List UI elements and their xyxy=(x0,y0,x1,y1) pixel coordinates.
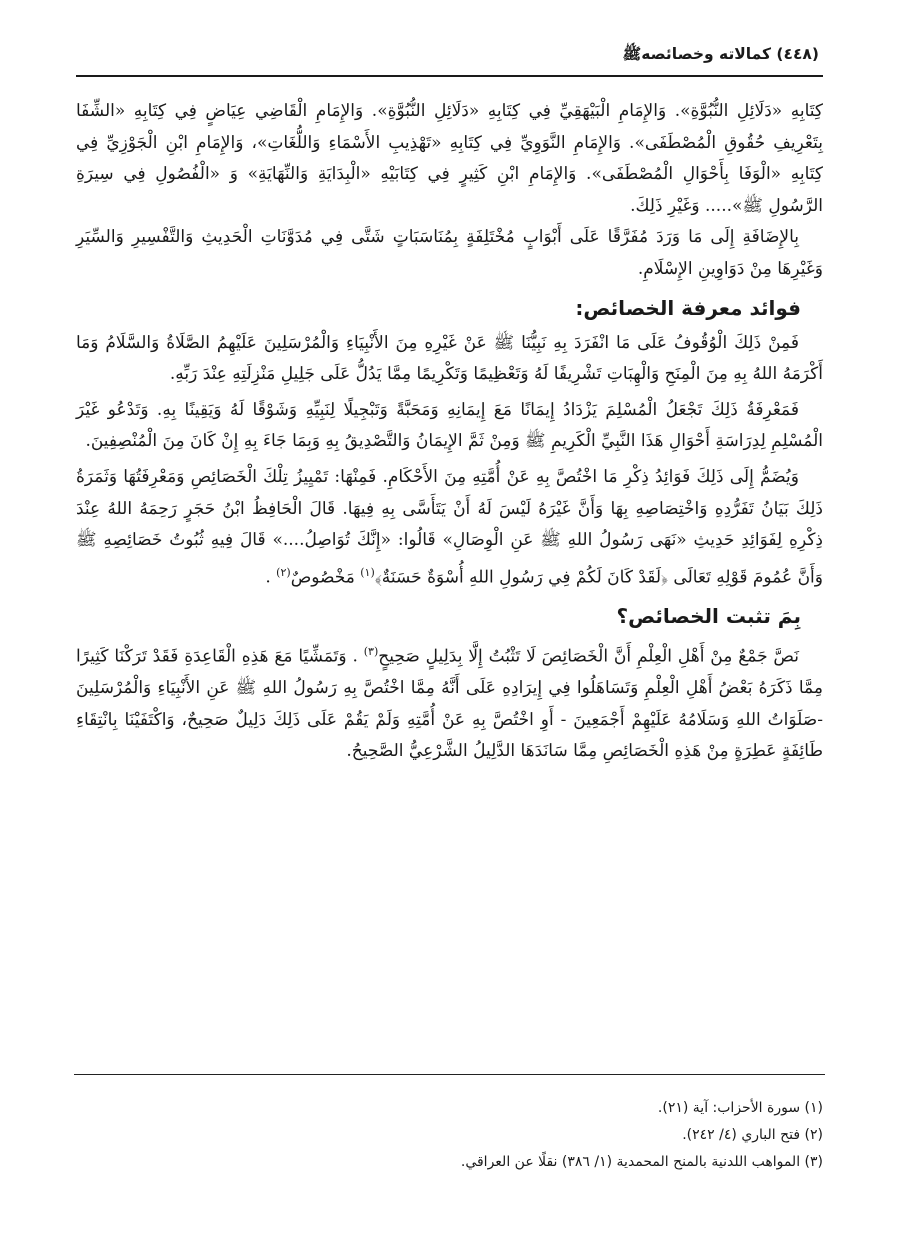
running-head: (٤٤٨) كمالاته وخصائصهﷺ xyxy=(622,45,819,63)
footnote-2: (٢) فتح الباري (٤/ ٢٤٢). xyxy=(682,1127,823,1143)
paragraph-6-start: نَصَّ جَمْعٌ مِنْ أَهْلِ الْعِلْمِ أَنَّ الْخَصَائِصَ لَا تَثْبُتُ إِلَّا بِدَلِيلٍ صَحِيحٍ xyxy=(378,646,799,667)
footnote-ref-1[interactable]: (١) xyxy=(360,565,375,579)
paragraph-5-end: . xyxy=(265,567,277,588)
footnote-1: (١) سورة الأحزاب: آية (٢١). xyxy=(657,1100,823,1116)
paragraph-5-text: وَيُضَمُّ إِلَى ذَلِكَ فَوَائِدُ ذِكْرِ مَا اخْتُصَّ بِهِ عَنْ أُمَّتِهِ مِنَ الأَحْكَامِ. فَمِنْهَا: تَمْيِيزُ تِلْكَ الْخَصَائِصِ وَمَعْرِفَتُهَا وَثَمَرَةُ ذَلِكَ بَيَانُ تَفَرُّدِهِ وَاخْتِصَاصِهِ بِهَا وَأَنَّ غَيْرَهُ لَيْسَ لَهُ أَنْ يَتَأَسَّى بِهِ فِيهَا. قَالَ الْحَافِظُ ابْنُ حَجَرٍ رَحِمَهُ اللهُ عِنْدَ ذِكْرِهِ لِفَوَائِدِ حَدِيثِ «نَهَى رَسُولُ اللهِ ﷺ عَنِ الْوِصَالِ» قَالُوا: «إِنَّكَ تُوَاصِلُ....» قَالَ فِيهِ ثُبُوتُ خَصَائِصِهِ ﷺ وَأَنَّ عُمُومَ قَوْلِهِ تَعَالَى ﴿لَقَدْ كَانَ لَكُمْ فِي رَسُولِ اللهِ أُسْوَةٌ حَسَنَةٌ﴾ xyxy=(76,466,823,588)
footnote-3: (٣) المواهب اللدنية بالمنح المحمدية (١/ ٣٨٦) نقلًا عن العراقي. xyxy=(460,1154,823,1170)
paragraph-1: كِتَابِهِ «دَلَائِلِ النُّبُوَّةِ». وَالإِمَامِ الْبَيْهَقِيِّ فِي كِتَابِهِ «دَلَائِلِ النُّبُوَّةِ». وَالإِمَامِ الْقَاضِي عِيَاضٍ فِي كِتَابِهِ «الشِّفَا بِتَعْرِيفِ حُقُوقِ الْمُصْطَفَى». وَالإِمَامِ النَّوَوِيِّ فِي كِتَابِهِ «تَهْذِيبِ الأَسْمَاءِ وَاللُّغَاتِ»، وَالإِمَامِ ابْنِ الْجَوْزِيِّ فِي كِتَابِهِ «الْوَفَا بِأَحْوَالِ الْمُصْطَفَى». وَالإِمَامِ ابْنِ كَثِيرٍ فِي كِتَابَيْهِ «الْبِدَايَةِ وَالنِّهَايَةِ» وَ «الْفُصُولِ فِي سِيرَةِ الرَّسُولِ ﷺ»..... وَغَيْرِ ذَلِكَ. xyxy=(76,101,823,216)
footnote-ref-2[interactable]: (٢) xyxy=(276,565,291,579)
paragraph-3: فَمِنْ ذَلِكَ الْوُقُوفُ عَلَى مَا انْفَرَدَ بِهِ نَبِيُّنَا ﷺ عَنْ غَيْرِهِ مِنَ الأَنْبِيَاءِ وَالْمُرْسَلِينَ عَلَيْهِمُ الصَّلَاةُ وَالسَّلَامُ وَمَا أَكْرَمَهُ اللهُ بِهِ مِنَ الْمِنَحِ وَالْهِبَاتِ تَشْرِيفًا لَهُ وَتَعْظِيمًا وَتَكْرِيمًا مِمَّا يَدُلُّ عَلَى جَلِيلِ مَنْزِلَتِهِ عِنْدَ رَبِّهِ. xyxy=(76,332,823,385)
footnote-ref-3[interactable]: (٣) xyxy=(363,644,379,658)
section-heading-benefits: فوائد معرفة الخصائص: xyxy=(575,295,801,320)
section-heading-proof: بِمَ تثبت الخصائص؟ xyxy=(616,603,801,628)
paragraph-5 xyxy=(76,462,823,594)
paragraph-6 xyxy=(76,636,823,768)
header-rule xyxy=(76,75,823,77)
footnotes xyxy=(76,1100,823,1181)
main-text xyxy=(76,96,823,772)
paragraph-5-mid: مَخْصُوصٌ xyxy=(290,567,361,588)
footnote-rule xyxy=(74,1074,825,1075)
paragraph-4: فَمَعْرِفَةُ ذَلِكَ تَجْعَلُ الْمُسْلِمَ يَزْدَادُ إِيمَانًا مَعَ إِيمَانِهِ وَمَحَبَّةً وَتَبْجِيلًا لِنَبِيِّهِ وَشَوْقًا لَهُ وَيَقِينًا بِهِ. وَتَدْعُو غَيْرَ الْمُسْلِمِ لِدِرَاسَةِ أَحْوَالِ هَذَا النَّبِيِّ الْكَرِيمِ ﷺ وَمِنْ ثَمَّ الإِيمَانُ وَالتَّصْدِيقُ بِهِ وَبِمَا جَاءَ بِهِ إِنْ كَانَ مِنَ الْمُنْصِفِينَ. xyxy=(76,399,823,452)
paragraph-6-text: . وَتَمَشِّيًا مَعَ هَذِهِ الْقَاعِدَةِ فَقَدْ تَرَكْنَا كَثِيرًا مِمَّا ذَكَرَهُ بَعْضُ أَهْلِ الْعِلْمِ وَتَسَاهَلُوا فِي إِيرَادِهِ عَلَى أَنَّهُ مِمَّا اخْتُصَّ بِهِ رَسُولُ اللهِ ﷺ عَنِ الأَنْبِيَاءِ وَالْمُرْسَلِينَ -صَلَوَاتُ اللهِ وَسَلَامُهُ عَلَيْهِمْ أَجْمَعِينَ - أَوِ اخْتُصَّ بِهِ عَنْ أُمَّتِهِ وَلَمْ يَقُمْ عَلَى ذَلِكَ دَلِيلٌ صَحِيحٌ، وَاكْتَفَيْنَا بِانْتِقَاءِ طَائِفَةٍ عَطِرَةٍ مِنْ هَذِهِ الْخَصَائِصِ مِمَّا سَانَدَهَا الدَّلِيلُ الشَّرْعِيُّ الصَّحِيحُ. xyxy=(76,646,823,762)
paragraph-2: بِالإِضَافَةِ إِلَى مَا وَرَدَ مُفَرَّقًا عَلَى أَبْوَابٍ مُخْتَلِفَةٍ بِمُنَاسَبَاتٍ شَتَّى فِي مُدَوَّنَاتِ الْحَدِيثِ وَالتَّفْسِيرِ وَالسِّيَرِ وَغَيْرِهَا مِنْ دَوَاوِينِ الإِسْلَامِ. xyxy=(76,227,823,279)
